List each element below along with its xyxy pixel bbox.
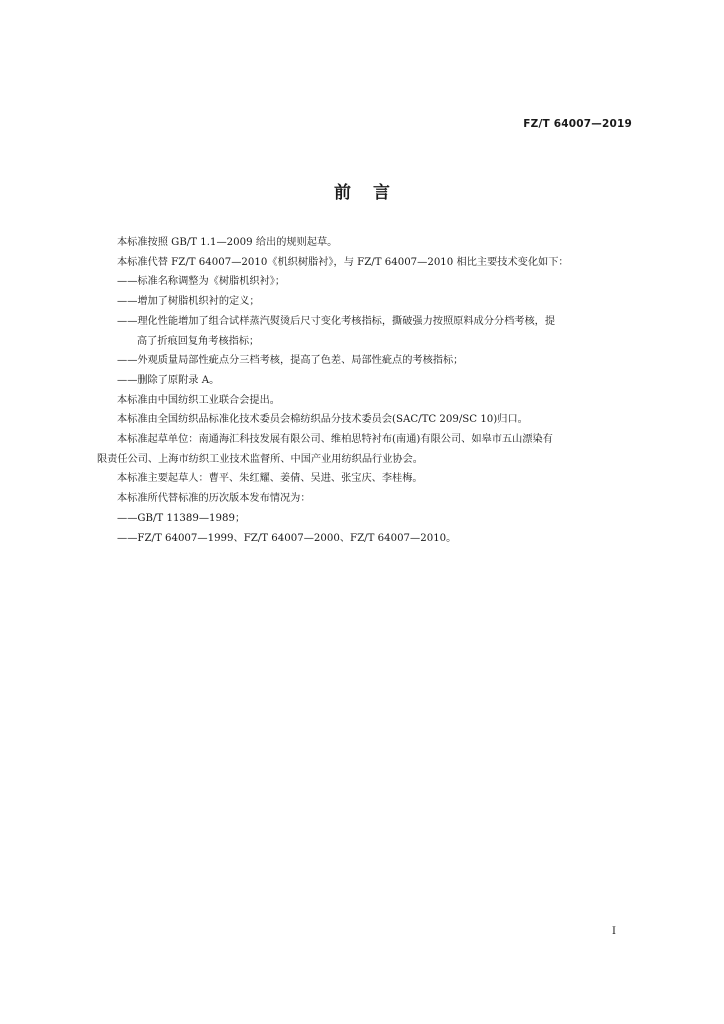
paragraph-history: 本标准所代替标准的历次版本发布情况为： <box>117 493 311 505</box>
change-item-name: ——标准名称调整为《树脂机织衬》； <box>117 276 286 288</box>
page-title: 前言 <box>334 183 412 203</box>
standard-code: FZ/T 64007—2019 <box>523 118 632 130</box>
history-item-1989: ——GB/T 11389—1989； <box>117 512 246 524</box>
change-item-physical-chemical-cont: 高了折痕回复角考核指标； <box>137 335 260 347</box>
paragraph-proposed-by: 本标准由中国纺织工业联合会提出。 <box>117 394 280 406</box>
change-item-annex: ——删除了原附录 A。 <box>117 374 220 386</box>
change-item-definition: ——增加了树脂机织衬的定义； <box>117 296 260 308</box>
paragraph-under-jurisdiction: 本标准由全国纺织品标准化技术委员会棉纺织品分技术委员会(SAC/TC 209/SC 10)归口。 <box>117 414 528 426</box>
paragraph-drafting-rules: 本标准按照 GB/T 1.1—2009 给出的规则起草。 <box>117 237 338 248</box>
paragraph-drafting-units: 本标准起草单位：南通海汇科技发展有限公司、维柏思特衬布(南通)有限公司、如皋市五山漂染有 <box>117 434 553 446</box>
history-item-later: ——FZ/T 64007—1999、FZ/T 64007—2000、FZ/T 64007—2010。 <box>117 532 457 544</box>
change-item-physical-chemical: ——理化性能增加了组合试样蒸汽熨烫后尺寸变化考核指标，撕破强力按照原料成分分档考核，提 <box>117 315 556 327</box>
foreword-body <box>97 233 632 548</box>
paragraph-drafters: 本标准主要起草人：曹平、朱红耀、姜倩、吴进、张宝庆、李桂梅。 <box>117 473 423 485</box>
page-number: I <box>612 926 616 937</box>
paragraph-replaces: 本标准代替 FZ/T 64007—2010《机织树脂衬》，与 FZ/T 64007—2010 相比主要技术变化如下： <box>117 256 569 268</box>
paragraph-drafting-units-cont: 限责任公司、上海市纺织工业技术监督所、中国产业用纺织品行业协会。 <box>97 453 423 465</box>
change-item-appearance: ——外观质量局部性疵点分三档考核，提高了色差、局部性疵点的考核指标； <box>117 355 464 367</box>
